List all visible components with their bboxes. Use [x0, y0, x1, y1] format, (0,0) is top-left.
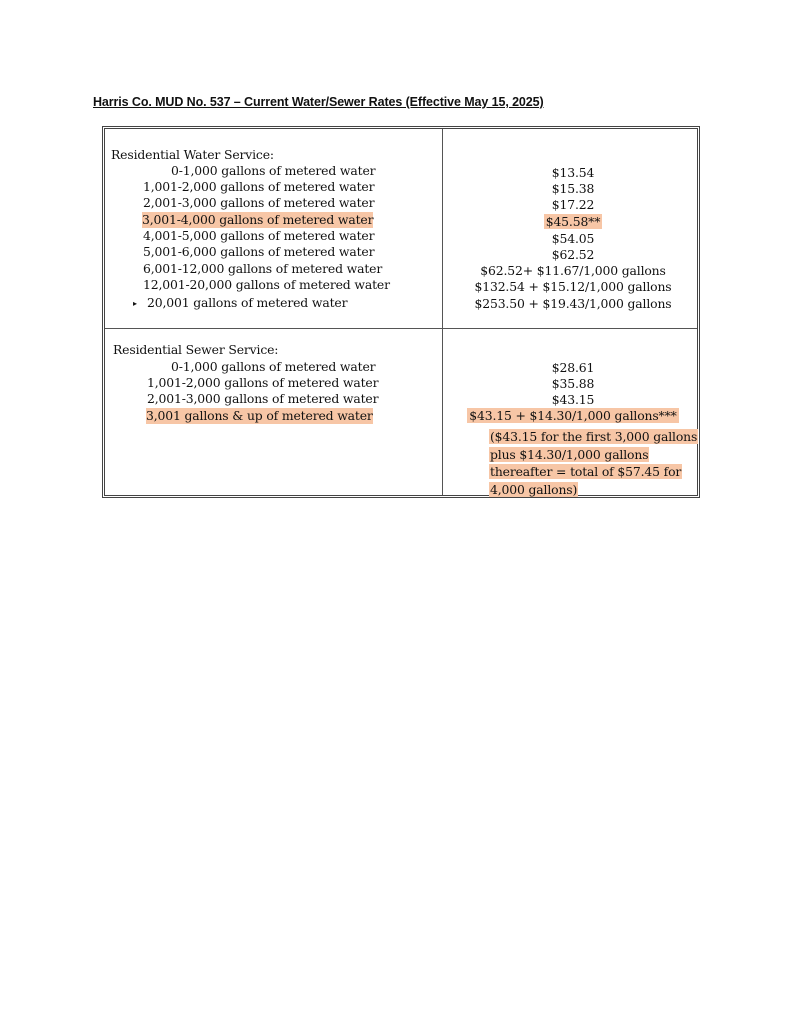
sewer-note: [489, 428, 698, 498]
water-row-label: 5,001-6,000 gallons of metered water: [143, 244, 375, 259]
water-row-value: $54.05: [551, 231, 595, 246]
sewer-note-line: thereafter = total of $57.45 for: [490, 464, 682, 479]
water-row-label: 0-1,000 gallons of metered water: [171, 163, 376, 178]
water-row-label: 20,001 gallons of metered water: [147, 295, 348, 310]
sewer-row-value: $35.88: [551, 376, 595, 391]
water-row-label: 12,001-20,000 gallons of metered water: [143, 277, 390, 292]
sewer-row-label: 2,001-3,000 gallons of metered water: [147, 391, 379, 406]
water-row-value: $15.38: [551, 181, 595, 196]
water-section-heading: Residential Water Service:: [111, 147, 274, 162]
water-row-value: $132.54 + $15.12/1,000 gallons: [474, 279, 672, 294]
water-row-label: 1,001-2,000 gallons of metered water: [143, 179, 375, 194]
document-title: Harris Co. MUD No. 537 – Current Water/Sewer Rates (Effective May 15, 2025): [93, 95, 544, 109]
water-row-value: $253.50 + $19.43/1,000 gallons: [474, 296, 672, 311]
water-row-value: $62.52: [551, 247, 595, 262]
sewer-note-line: ($43.15 for the first 3,000 gallons: [490, 429, 698, 444]
water-row-last: [133, 295, 347, 312]
sewer-note-line: plus $14.30/1,000 gallons: [490, 446, 649, 462]
sewer-row-label-highlighted: 3,001 gallons & up of metered water: [146, 408, 373, 423]
sewer-row-value: $28.61: [551, 360, 595, 375]
section-divider: [105, 328, 697, 329]
water-row-value-highlighted: $45.58**: [545, 214, 601, 229]
sewer-row-label: 0-1,000 gallons of metered water: [171, 359, 376, 374]
sewer-note-line: 4,000 gallons): [490, 481, 578, 497]
water-row-label: 6,001-12,000 gallons of metered water: [143, 261, 383, 276]
sewer-row-label: 1,001-2,000 gallons of metered water: [147, 375, 379, 390]
water-row-value: $13.54: [551, 165, 595, 180]
sewer-section-heading: Residential Sewer Service:: [113, 342, 279, 357]
water-row-value: $62.52+ $11.67/1,000 gallons: [480, 263, 666, 278]
water-row-label: 2,001-3,000 gallons of metered water: [143, 195, 375, 210]
rates-table: [102, 126, 700, 498]
water-row-value: $17.22: [551, 197, 595, 212]
water-row-label: 4,001-5,000 gallons of metered water: [143, 228, 375, 243]
sewer-row-value: $43.15: [551, 392, 595, 407]
column-divider: [442, 129, 443, 495]
bullet-arrow-icon: ▸: [133, 298, 137, 308]
water-row-label-highlighted: 3,001-4,000 gallons of metered water: [142, 212, 374, 227]
sewer-row-value-highlighted: $43.15 + $14.30/1,000 gallons***: [469, 408, 677, 423]
